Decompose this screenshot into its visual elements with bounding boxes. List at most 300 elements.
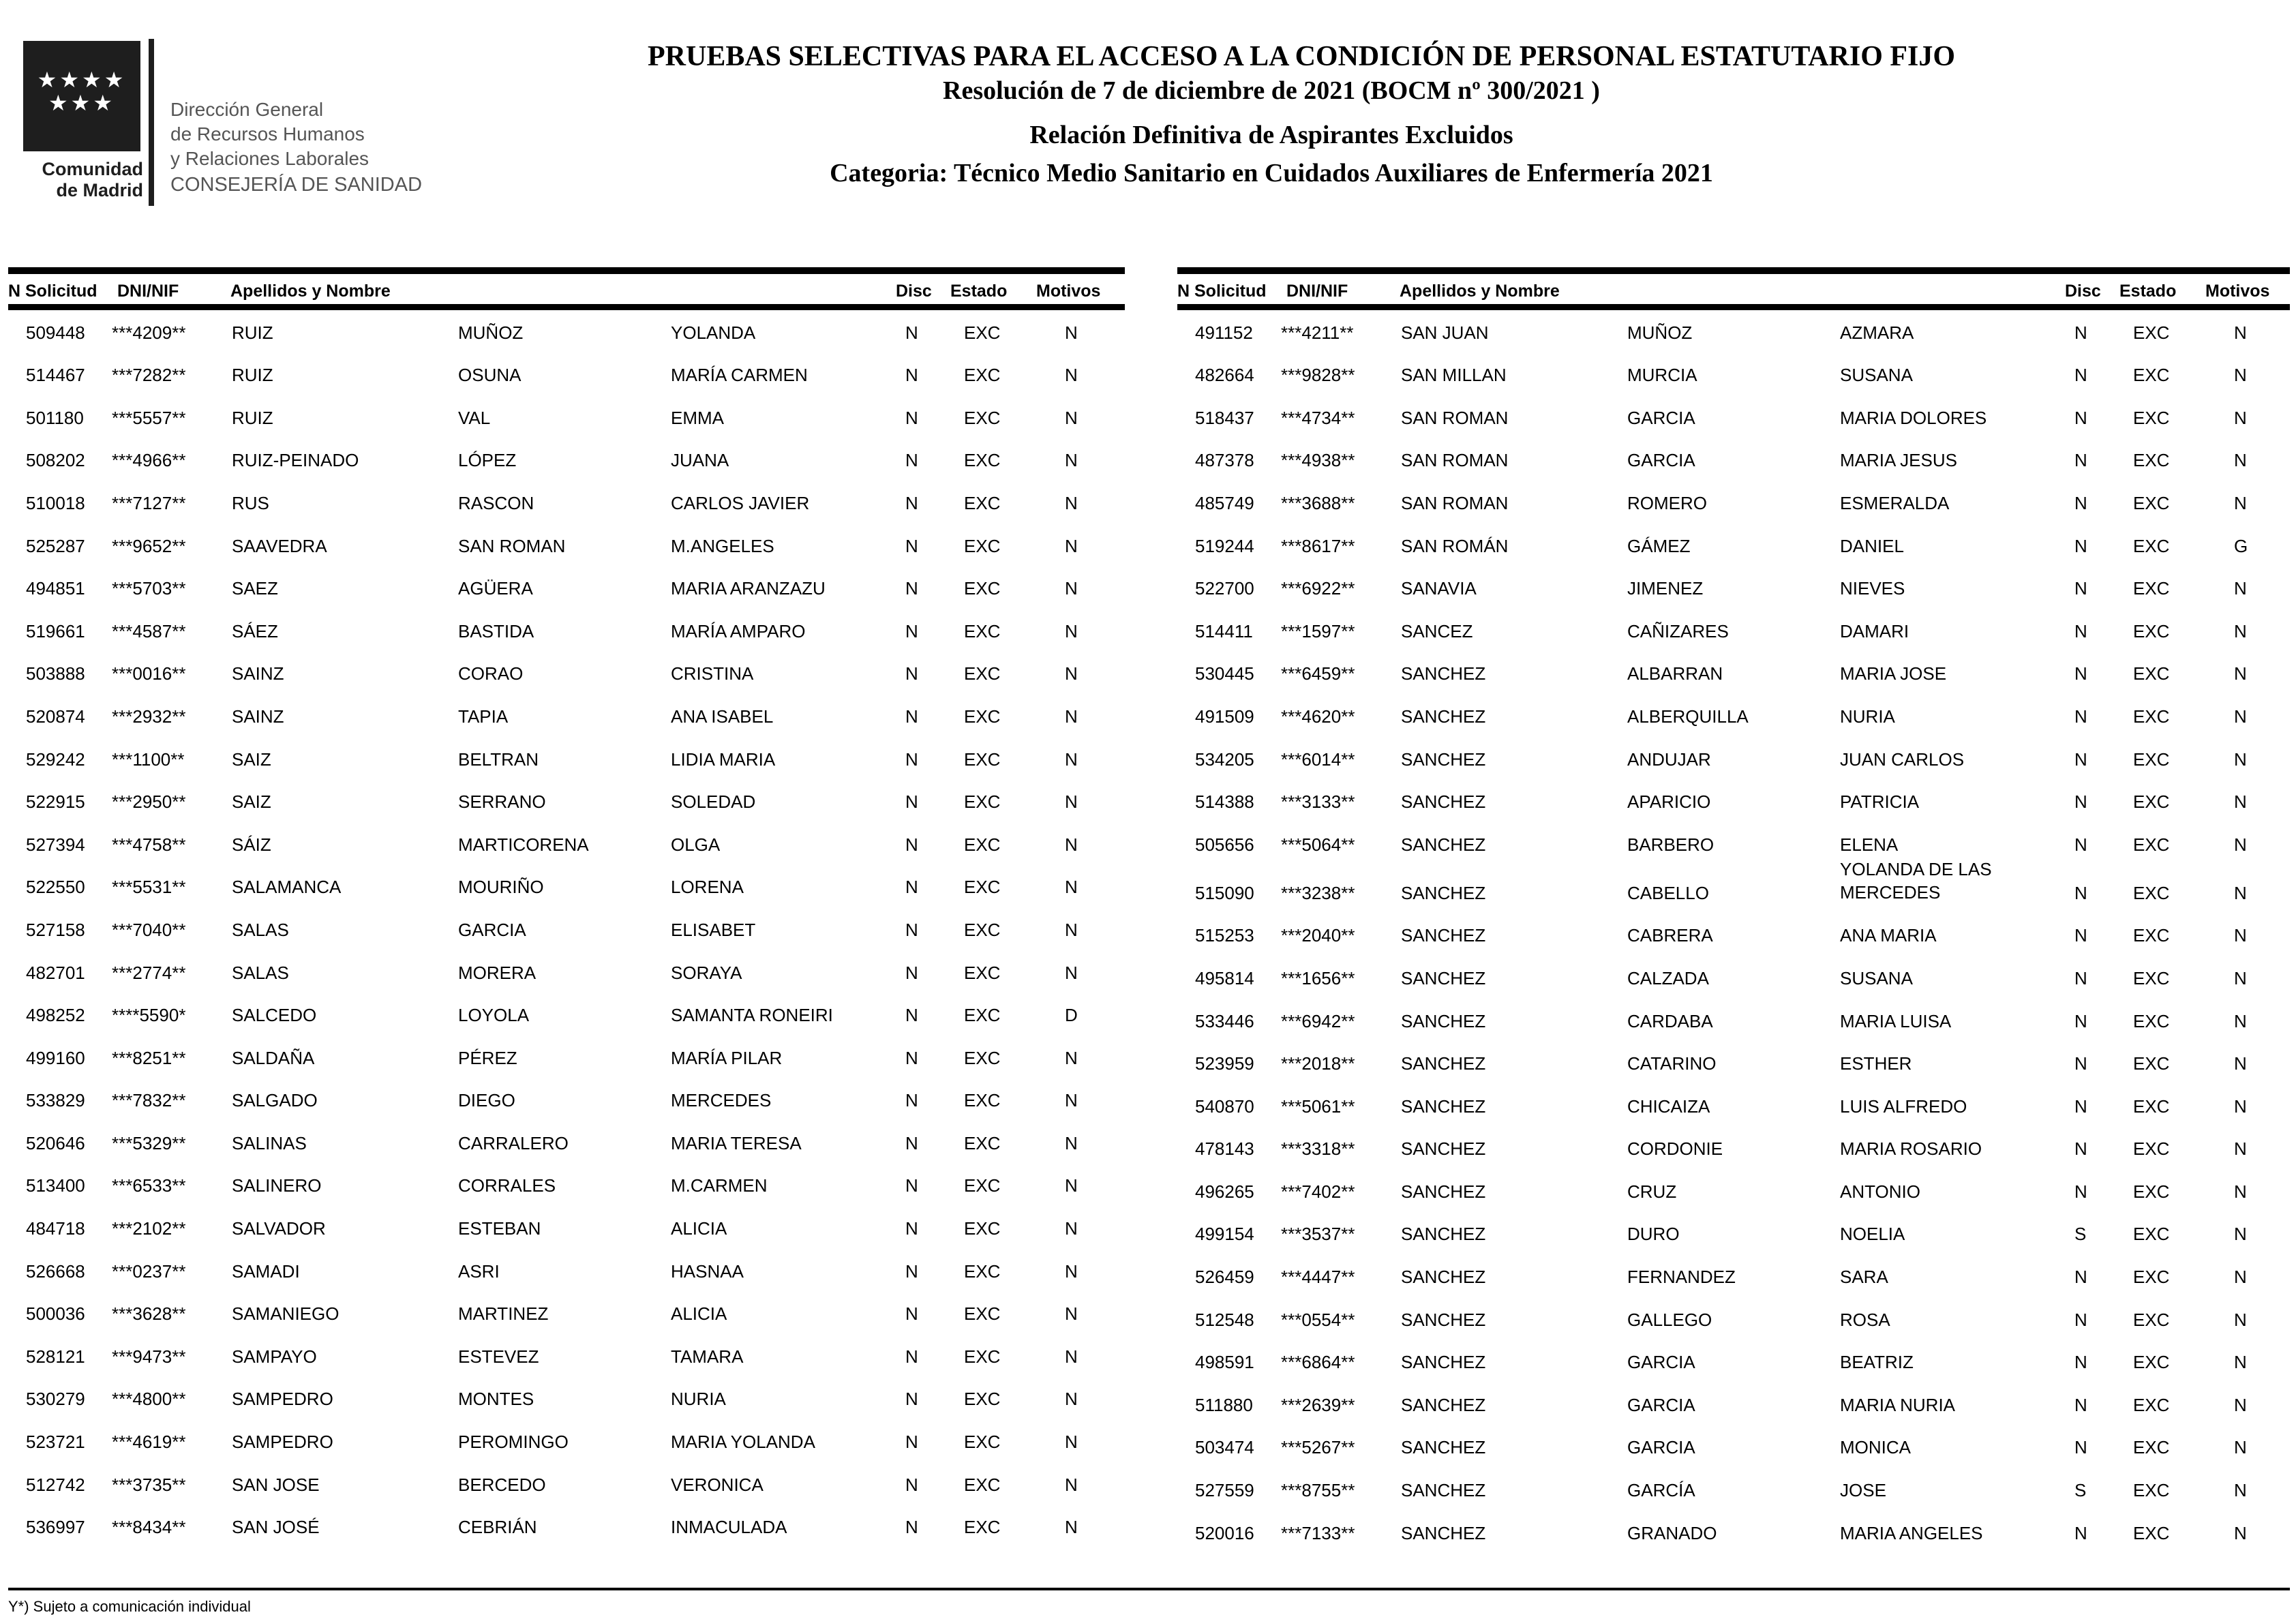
disc-cell: N [2074,535,2087,556]
motivos-cell: N [1065,407,1078,428]
second-surname-cell: BASTIDA [458,620,534,641]
col-header-motivos: Motivos [1036,282,1101,301]
second-surname-cell: BELTRAN [458,749,539,770]
second-surname-cell: ASRI [458,1260,500,1282]
solicitud-cell: 520016 [1195,1522,1254,1543]
solicitud-cell: 513400 [26,1175,85,1196]
given-name-cell: MARIA JESUS [1840,450,1957,471]
estado-cell: EXC [2133,1224,2170,1245]
table-row [8,1121,1125,1164]
dni-cell: ***6459** [1281,663,1355,684]
first-surname-cell: SAMANIEGO [232,1303,339,1325]
solicitud-cell: 530445 [1195,663,1254,684]
motivos-cell: N [2234,1267,2247,1288]
estado-cell: EXC [964,1432,1001,1453]
second-surname-cell: MOURIÑO [458,877,544,898]
estado-cell: EXC [964,834,1001,855]
motivos-cell: N [2234,1181,2247,1202]
disc-cell: N [2074,834,2087,855]
dni-cell: ***6942** [1281,1010,1355,1031]
disc-cell: N [2074,1267,2087,1288]
estado-cell: EXC [2133,365,2170,386]
estado-cell: EXC [964,1047,1001,1068]
estado-cell: EXC [2133,1010,2170,1031]
motivos-cell: N [2234,1138,2247,1160]
estado-cell: EXC [2133,882,2170,903]
motivos-cell: N [1065,834,1078,855]
region-name [20,159,143,201]
dni-cell: ***3688** [1281,492,1355,513]
given-name-cell: MARIA YOLANDA [671,1432,815,1453]
solicitud-cell: 525287 [26,535,85,556]
estado-cell: EXC [2133,834,2170,855]
estado-cell: EXC [2133,1267,2170,1288]
dni-cell: ***8617** [1281,535,1355,556]
second-surname-cell: JIMENEZ [1627,578,1704,599]
table-row [8,907,1125,950]
disc-cell: N [905,1090,918,1111]
first-surname-cell: SAAVEDRA [232,535,327,556]
second-surname-cell: GARCIA [1627,1394,1695,1415]
estado-cell: EXC [2133,450,2170,471]
first-surname-cell: SAN ROMAN [1401,492,1509,513]
disc-cell: N [2074,706,2087,727]
second-surname-cell: DIEGO [458,1090,515,1111]
solicitud-cell: 495814 [1195,967,1254,988]
motivos-cell: N [2234,1010,2247,1031]
solicitud-cell: 509448 [26,322,85,343]
solicitud-cell: 511880 [1195,1394,1253,1415]
first-surname-cell: RUIZ [232,322,273,343]
motivos-cell: N [1065,919,1078,940]
motivos-cell: N [1065,1474,1078,1495]
estado-cell: EXC [964,1175,1001,1196]
estado-cell: EXC [964,1218,1001,1239]
motivos-cell: N [2234,578,2247,599]
estado-cell: EXC [964,919,1001,940]
first-surname-cell: RUIZ-PEINADO [232,450,359,471]
second-surname-cell: CAÑIZARES [1627,620,1729,641]
estado-cell: EXC [2133,322,2170,343]
dni-cell: ***1597** [1281,620,1355,641]
solicitud-cell: 499160 [26,1047,85,1068]
given-name-cell: PATRICIA [1840,791,1920,813]
disc-cell: N [905,877,918,898]
disc-cell: N [905,535,918,556]
table-row [1177,1169,2290,1212]
table-rows [8,310,1125,1547]
disc-cell: N [905,1005,918,1026]
second-surname-cell: GARCIA [1627,1352,1695,1373]
table-row [1177,353,2290,396]
second-surname-cell: GARCIA [1627,1437,1695,1458]
disc-cell: N [905,1175,918,1196]
logo-divider [149,39,154,206]
dni-cell: ***4619** [112,1432,186,1453]
estado-cell: EXC [2133,1181,2170,1202]
motivos-cell: N [1065,1218,1078,1239]
disc-cell: N [2074,1181,2087,1202]
table-row [8,1292,1125,1335]
col-header-disc: Disc [896,282,932,301]
estado-cell: EXC [2133,925,2170,946]
second-surname-cell: CABELLO [1627,882,1709,903]
first-surname-cell: SAMPAYO [232,1346,317,1367]
disc-cell: N [905,1260,918,1282]
first-surname-cell: SAMPEDRO [232,1389,333,1410]
given-name-cell: DAMARI [1840,620,1909,641]
disc-cell: N [905,492,918,513]
disc-cell: N [2074,791,2087,813]
given-name-cell: ESTHER [1840,1053,1912,1074]
table-row [8,1334,1125,1377]
given-name-cell: INMACULADA [671,1517,787,1538]
dni-cell: ***2040** [1281,925,1355,946]
motivos-cell: N [2234,925,2247,946]
solicitud-cell: 514411 [1195,620,1253,641]
given-name-cell: EMMA [671,407,724,428]
given-name-cell: MARIA TERESA [671,1132,802,1153]
estado-cell: EXC [2133,749,2170,770]
table-row [1177,1254,2290,1297]
first-surname-cell: SANCHEZ [1401,1437,1486,1458]
given-name-cell: VERONICA [671,1474,764,1495]
first-surname-cell: SALAS [232,919,289,940]
table-row [1177,609,2290,652]
given-name-cell: NOELIA [1840,1224,1905,1245]
disc-cell: N [905,791,918,813]
second-surname-cell: BERCEDO [458,1474,546,1495]
estado-cell: EXC [964,877,1001,898]
second-surname-cell: CORRALES [458,1175,556,1196]
second-surname-cell: CABRERA [1627,925,1713,946]
second-surname-cell: CEBRIÁN [458,1517,537,1538]
given-name-cell: M.ANGELES [671,535,774,556]
motivos-cell: N [2234,749,2247,770]
title-line-4: Categoria: Técnico Medio Sanitario en Cuidados Auxiliares de Enfermería 2021 [830,159,1713,187]
col-header-solicitud: N Solicitud [8,282,97,301]
motivos-cell: N [2234,663,2247,684]
disc-cell: N [2074,407,2087,428]
table-row [1177,566,2290,609]
estado-cell: EXC [964,1346,1001,1367]
disc-cell: N [2074,1095,2087,1117]
motivos-cell: N [1065,706,1078,727]
table-row [8,652,1125,695]
dni-cell: ***5267** [1281,1437,1355,1458]
solicitud-cell: 527559 [1195,1480,1254,1501]
motivos-cell: N [1065,791,1078,813]
solicitud-cell: 523721 [26,1432,85,1453]
motivos-cell: N [1065,1517,1078,1538]
first-surname-cell: SALINAS [232,1132,307,1153]
dni-cell: ***0554** [1281,1309,1355,1330]
department-name: CONSEJERÍA DE SANIDAD [170,174,423,196]
table-row [8,1249,1125,1292]
motivos-cell: N [1065,749,1078,770]
disc-cell: N [905,450,918,471]
second-surname-cell: AGÜERA [458,578,533,599]
dni-cell: ***7040** [112,919,186,940]
excluded-table-right [1177,267,2290,1554]
table-row [1177,858,2290,913]
first-surname-cell: SALINERO [232,1175,322,1196]
solicitud-cell: 520646 [26,1132,85,1153]
second-surname-cell: MARTICORENA [458,834,589,855]
given-name-cell: ANTONIO [1840,1181,1920,1202]
second-surname-cell: MUÑOZ [1627,322,1693,343]
first-surname-cell: SAINZ [232,706,284,727]
second-surname-cell: MORERA [458,962,537,983]
dni-cell: ***7282** [112,365,186,386]
table-row [8,822,1125,865]
second-surname-cell: SAN ROMAN [458,535,566,556]
solicitud-cell: 534205 [1195,749,1254,770]
disc-cell: N [2074,1394,2087,1415]
second-surname-cell: GALLEGO [1627,1309,1712,1330]
disc-cell: N [2074,749,2087,770]
estado-cell: EXC [964,322,1001,343]
dni-cell: ***4209** [112,322,186,343]
region-name-line: Comunidad [42,159,143,179]
first-surname-cell: SAEZ [232,578,278,599]
disc-cell: N [905,365,918,386]
solicitud-cell: 508202 [26,450,85,471]
motivos-cell: N [2234,882,2247,903]
estado-cell: EXC [964,1474,1001,1495]
col-header-dni: DNI/NIF [117,282,179,301]
first-surname-cell: SANCHEZ [1401,1480,1486,1501]
motivos-cell: N [2234,322,2247,343]
footer-rule [8,1588,2290,1590]
dni-cell: ***5064** [1281,834,1355,855]
estado-cell: EXC [964,791,1001,813]
disc-cell: N [2074,492,2087,513]
motivos-cell: N [1065,492,1078,513]
disc-cell: N [905,706,918,727]
disc-cell: N [2074,967,2087,988]
table-row [8,1462,1125,1505]
disc-cell: N [905,1047,918,1068]
col-header-solicitud: N Solicitud [1177,282,1267,301]
col-header-nombre: Apellidos y Nombre [1400,282,1560,301]
table-row [8,1206,1125,1249]
solicitud-cell: 536997 [26,1517,85,1538]
given-name-cell: BEATRIZ [1840,1352,1914,1373]
dni-cell: ***6864** [1281,1352,1355,1373]
motivos-cell: N [1065,535,1078,556]
given-name-cell: HASNAA [671,1260,744,1282]
table-row [1177,652,2290,695]
given-name-cell: JOSE [1840,1480,1886,1501]
table-row [1177,1297,2290,1340]
dni-cell: ***4758** [112,834,186,855]
motivos-cell: N [2234,620,2247,641]
given-name-cell: SUSANA [1840,967,1913,988]
solicitud-cell: 526459 [1195,1267,1254,1288]
second-surname-cell: CALZADA [1627,967,1709,988]
given-name-cell: ESMERALDA [1840,492,1950,513]
motivos-cell: N [2234,834,2247,855]
motivos-cell: N [2234,1437,2247,1458]
first-surname-cell: SALGADO [232,1090,318,1111]
motivos-cell: N [1065,1260,1078,1282]
second-surname-cell: GÁMEZ [1627,535,1691,556]
table-row [1177,694,2290,737]
motivos-cell: N [2234,791,2247,813]
estado-cell: EXC [2133,663,2170,684]
estado-cell: EXC [964,1517,1001,1538]
table-row [8,395,1125,438]
table-header [1177,274,2290,304]
motivos-cell: N [1065,450,1078,471]
first-surname-cell: SALAMANCA [232,877,342,898]
disc-cell: S [2074,1224,2087,1245]
table-row [1177,1340,2290,1383]
dni-cell: ***1100** [112,749,185,770]
given-name-cell: NIEVES [1840,578,1905,599]
solicitud-cell: 530279 [26,1389,85,1410]
estado-cell: EXC [2133,407,2170,428]
given-name-cell: MARIA NURIA [1840,1394,1956,1415]
table-header-rule [1177,304,2290,310]
second-surname-cell: GARCIA [458,919,526,940]
table-rows [1177,310,2290,1554]
disc-cell: N [905,834,918,855]
motivos-cell: N [2234,365,2247,386]
motivos-cell: N [1065,1346,1078,1367]
table-row [8,1505,1125,1548]
dni-cell: ***1656** [1281,967,1355,988]
second-surname-cell: ALBARRAN [1627,663,1723,684]
disc-cell: N [905,919,918,940]
second-surname-cell: APARICIO [1627,791,1711,813]
solicitud-cell: 491152 [1195,322,1253,343]
motivos-cell: N [1065,1389,1078,1410]
first-surname-cell: SANCHEZ [1401,882,1486,903]
table-row [1177,438,2290,481]
estado-cell: EXC [964,1090,1001,1111]
second-surname-cell: PÉREZ [458,1047,517,1068]
dni-cell: ***3318** [1281,1138,1355,1160]
second-surname-cell: MONTES [458,1389,534,1410]
first-surname-cell: SAMADI [232,1260,300,1282]
madrid-flag-icon [23,41,140,151]
given-name-cell: LUIS ALFREDO [1840,1095,1967,1117]
dni-cell: ***8434** [112,1517,186,1538]
first-surname-cell: SAN ROMAN [1401,407,1509,428]
stars-icon: ★★★★ ★★★ [37,67,127,116]
motivos-cell: N [1065,1303,1078,1325]
solicitud-cell: 498252 [26,1005,85,1026]
first-surname-cell: SANCEZ [1401,620,1473,641]
first-surname-cell: SAMPEDRO [232,1432,333,1453]
dni-cell: ***9473** [112,1346,186,1367]
second-surname-cell: ROMERO [1627,492,1707,513]
given-name-cell: TAMARA [671,1346,744,1367]
table-row [8,865,1125,908]
motivos-cell: N [2234,1053,2247,1074]
estado-cell: EXC [964,663,1001,684]
first-surname-cell: SAIZ [232,791,271,813]
second-surname-cell: ESTEBAN [458,1218,541,1239]
table-row [1177,524,2290,566]
solicitud-cell: 494851 [26,578,85,599]
dni-cell: ***2102** [112,1218,186,1239]
first-surname-cell: SALVADOR [232,1218,326,1239]
estado-cell: EXC [964,450,1001,471]
table-row [1177,481,2290,524]
given-name-cell: LORENA [671,877,744,898]
first-surname-cell: SANCHEZ [1401,1010,1486,1031]
dni-cell: ***4620** [1281,706,1355,727]
motivos-cell: N [2234,1394,2247,1415]
estado-cell: EXC [964,578,1001,599]
estado-cell: EXC [964,962,1001,983]
motivos-cell: N [2234,1309,2247,1330]
title-line-1: PRUEBAS SELECTIVAS PARA EL ACCESO A LA CONDICIÓN DE PERSONAL ESTATUTARIO FIJO [648,41,1956,72]
second-surname-cell: CORAO [458,663,524,684]
given-name-cell: ANA MARIA [1840,925,1937,946]
table-row [1177,1084,2290,1127]
disc-cell: N [2074,1522,2087,1543]
given-name-cell: MONICA [1840,1437,1911,1458]
dni-cell: ***7402** [1281,1181,1355,1202]
disc-cell: N [905,663,918,684]
first-surname-cell: SALAS [232,962,289,983]
second-surname-cell: SERRANO [458,791,546,813]
solicitud-cell: 514388 [1195,791,1254,813]
second-surname-cell: TAPIA [458,706,509,727]
col-header-estado: Estado [950,282,1008,301]
disc-cell: N [905,1132,918,1153]
motivos-cell: N [1065,322,1078,343]
second-surname-cell: LOYOLA [458,1005,530,1026]
estado-cell: EXC [2133,1480,2170,1501]
solicitud-cell: 485749 [1195,492,1254,513]
solicitud-cell: 523959 [1195,1053,1254,1074]
dni-cell: ***3628** [112,1303,186,1325]
solicitud-cell: 478143 [1195,1138,1254,1160]
solicitud-cell: 529242 [26,749,85,770]
second-surname-cell: BARBERO [1627,834,1715,855]
estado-cell: EXC [2133,1095,2170,1117]
motivos-cell: N [2234,1095,2247,1117]
first-surname-cell: SAN JOSÉ [232,1517,320,1538]
first-surname-cell: SALDAÑA [232,1047,315,1068]
solicitud-cell: 500036 [26,1303,85,1325]
dni-cell: ***7127** [112,492,186,513]
estado-cell: EXC [2133,1053,2170,1074]
estado-cell: EXC [2133,791,2170,813]
solicitud-cell: 540870 [1195,1095,1254,1117]
disc-cell: N [2074,450,2087,471]
given-name-cell: MARIA DOLORES [1840,407,1987,428]
first-surname-cell: SANCHEZ [1401,967,1486,988]
dni-cell: ***2774** [112,962,186,983]
estado-cell: EXC [2133,620,2170,641]
first-surname-cell: SANCHEZ [1401,834,1486,855]
solicitud-cell: 503474 [1195,1437,1254,1458]
table-row [1177,1468,2290,1511]
table-row [1177,956,2290,999]
given-name-cell: M.CARMEN [671,1175,768,1196]
disc-cell: N [905,407,918,428]
solicitud-cell: 519244 [1195,535,1254,556]
given-name-cell: ELENA [1840,834,1899,855]
table-row [1177,1425,2290,1468]
table-row [8,1419,1125,1462]
